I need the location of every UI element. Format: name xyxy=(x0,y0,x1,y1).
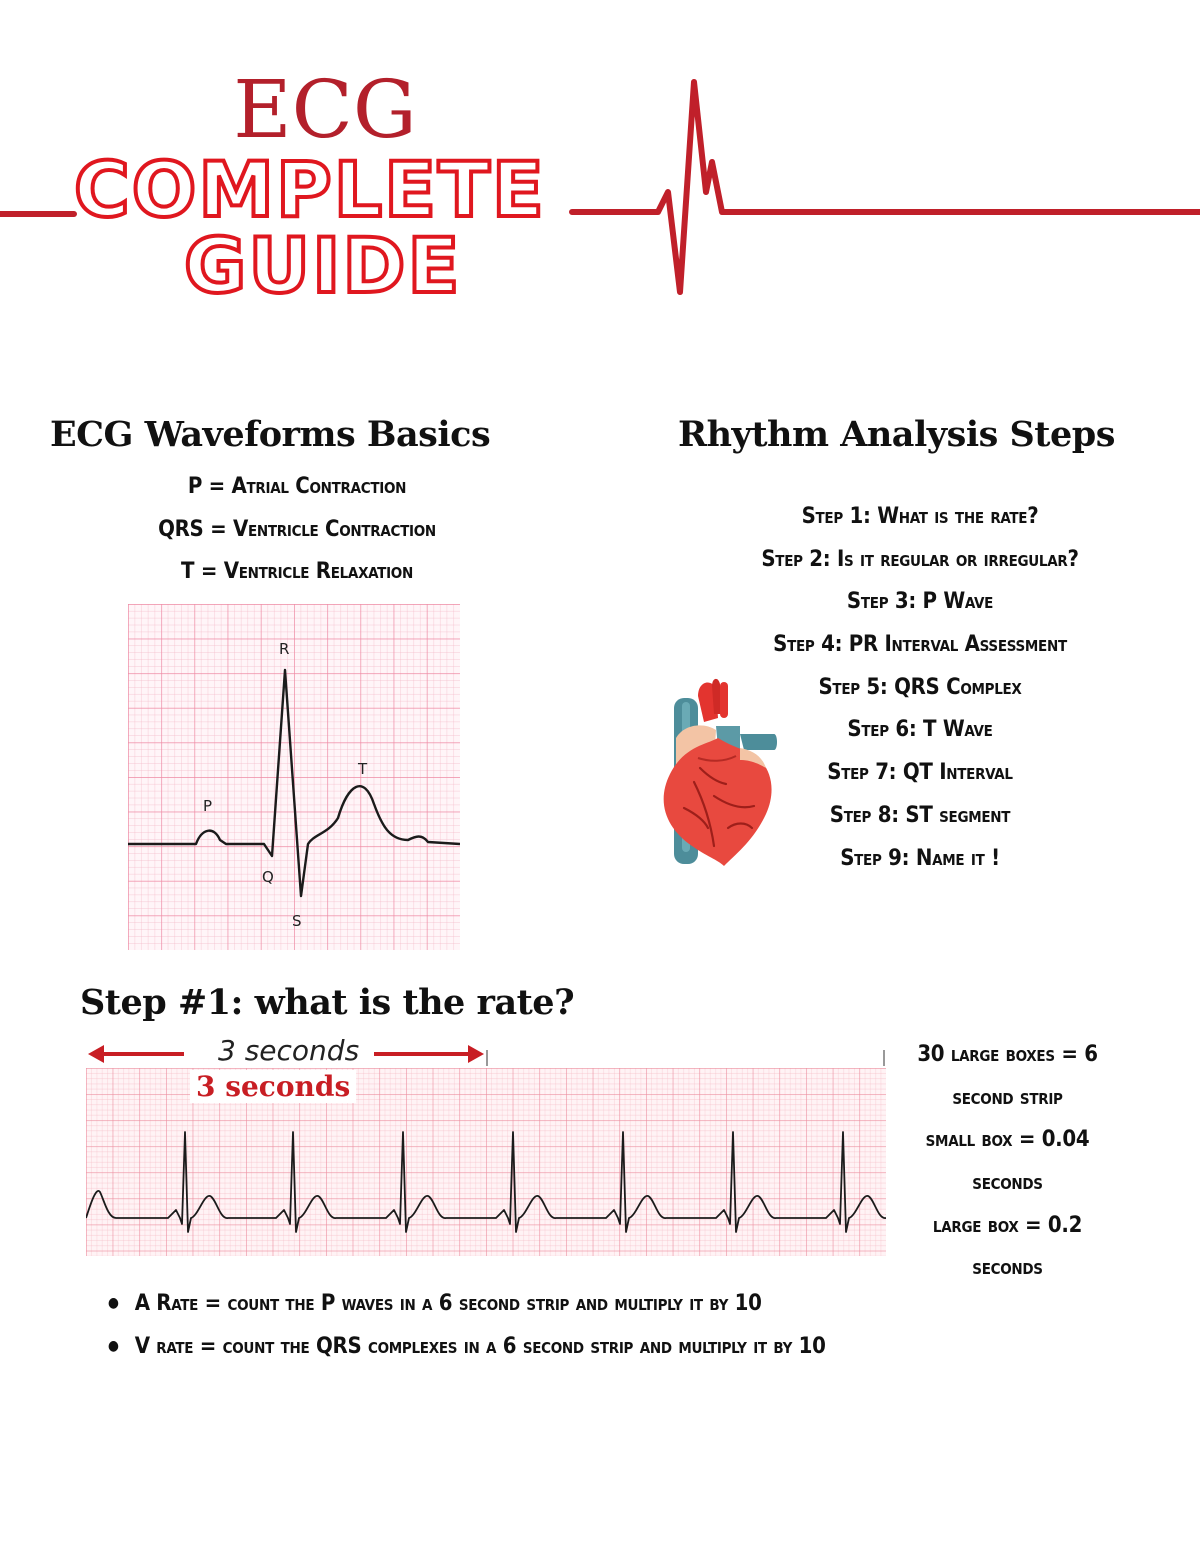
rhythm-step: Step 5: QRS Complex xyxy=(818,674,1022,700)
rhythm-heading: Rhythm Analysis Steps xyxy=(678,414,1115,455)
label-t: T xyxy=(358,760,368,778)
rate-heading: Step #1: what is the rate? xyxy=(80,982,575,1023)
title-guide: GUIDE xyxy=(184,221,462,310)
handwritten-3-seconds: 3 seconds xyxy=(218,1034,360,1067)
rhythm-step: Step 3: P Wave xyxy=(846,589,994,615)
waveforms-heading: ECG Waveforms Basics xyxy=(50,414,491,455)
heart-icon xyxy=(654,678,784,868)
box-fact: second strip xyxy=(952,1084,1063,1110)
box-fact: small box = 0.04 xyxy=(925,1127,1090,1153)
rhythm-step: Step 9: Name it ! xyxy=(840,845,1000,871)
rhythm-step: Step 1: What is the rate? xyxy=(801,504,1039,529)
label-r: R xyxy=(279,640,290,658)
ventricular-rate-bullet: ● V rate = count the QRS complexes in a 6 second strip and multiply it by 10 xyxy=(108,1325,826,1368)
rhythm-step: Step 8: ST segment xyxy=(829,802,1011,828)
definition-p: P = Atrial Contraction xyxy=(187,474,407,499)
box-facts xyxy=(890,1034,1125,1290)
box-fact: seconds xyxy=(972,1170,1043,1196)
label-p: P xyxy=(203,797,213,815)
box-fact: large box = 0.2 xyxy=(932,1212,1083,1238)
label-s: S xyxy=(292,912,302,930)
definition-t: T = Ventricle Relaxation xyxy=(181,559,413,585)
definition-qrs: QRS = Ventricle Contraction xyxy=(158,516,436,542)
grid-lines xyxy=(128,604,460,950)
rhythm-step: Step 6: T Wave xyxy=(847,717,993,743)
waveform-definitions xyxy=(60,466,534,594)
strip-3-seconds-label: 3 seconds xyxy=(190,1070,356,1103)
title-ecg: ECG xyxy=(233,63,417,156)
rhythm-step: Step 2: Is it regular or irregular? xyxy=(761,546,1079,572)
rhythm-step: Step 7: QT Interval xyxy=(827,760,1013,786)
rate-formula-list xyxy=(108,1282,826,1368)
box-fact: 30 large boxes = 6 xyxy=(917,1042,1098,1067)
box-fact: seconds xyxy=(972,1255,1043,1281)
atrial-rate-bullet: ● A Rate = count the P waves in a 6 second strip and multiply it by 10 xyxy=(108,1282,826,1325)
label-q: Q xyxy=(262,868,274,886)
pqrst-diagram xyxy=(128,604,460,950)
rhythm-step: Step 4: PR Interval Assessment xyxy=(773,632,1067,658)
title-complete: COMPLETE xyxy=(74,145,546,234)
